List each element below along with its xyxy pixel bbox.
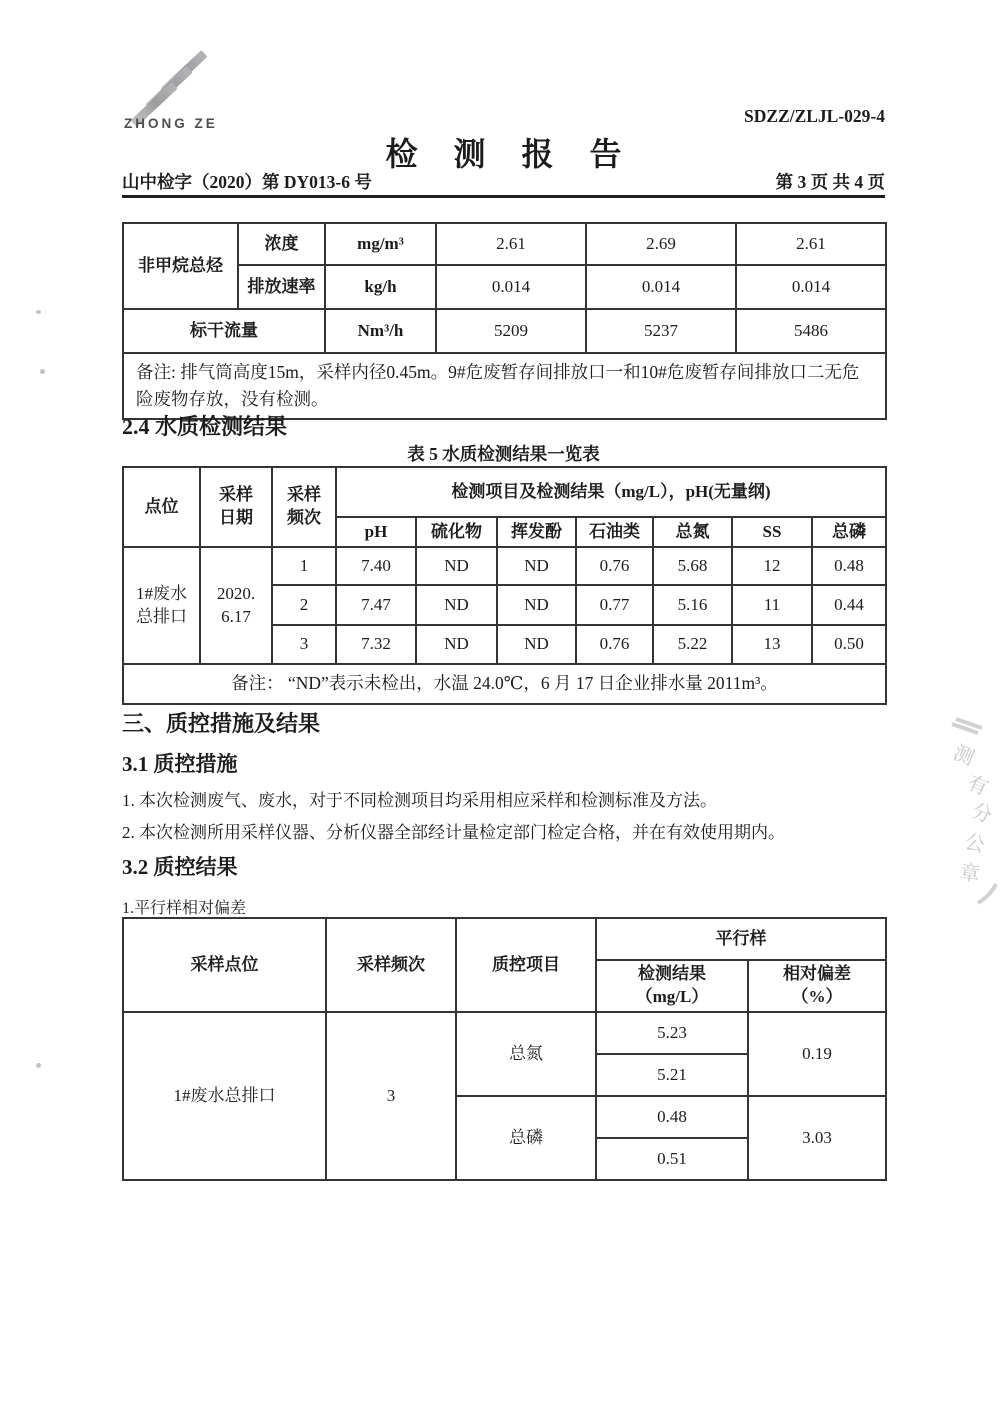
report-number: 山中检字（2020）第 DY013-6 号 [122,172,372,192]
value-cell: 0.50 [812,625,886,664]
unit-cell: mg/m³ [325,223,436,265]
value-cell: 5.68 [653,547,732,585]
water-quality-table [122,466,887,705]
value-cell: 0.014 [586,265,736,309]
qc-table-subtitle: 1.平行样相对偏差 [122,900,247,917]
section-heading-2-4: 2.4 水质检测结果 [122,414,288,439]
value-cell: ND [416,625,497,664]
value-cell: 0.76 [576,625,653,664]
param-header: 石油类 [576,517,653,547]
param-header: SS [732,517,812,547]
svg-text:有: 有 [963,771,992,801]
freq-cell: 1 [272,547,336,585]
group-header-results: 检测项目及检测结果（mg/L），pH(无量纲) [336,467,886,517]
value-cell: 13 [732,625,812,664]
col-header-sampling-frequency: 采样频次 [326,918,456,1012]
unit-cell: kg/h [325,265,436,309]
value-cell: 0.014 [436,265,586,309]
logo-text: ZHONG ZE [124,116,218,131]
report-title: 检测报告 [385,136,658,172]
value-cell: 2.61 [736,223,886,265]
freq-cell: 2 [272,585,336,625]
param-header: 总氮 [653,517,732,547]
col-header-deviation: 相对偏差 （%） [748,960,886,1012]
value-cell: 5486 [736,309,886,353]
value-cell: 5.22 [653,625,732,664]
result-cell: 0.48 [596,1096,748,1138]
value-cell: 2.61 [436,223,586,265]
qc-measure-item: 1. 本次检测废气、废水，对于不同检测项目均采用相应采样和检测标准及方法。 [122,791,717,810]
value-cell: 0.76 [576,547,653,585]
value-cell: ND [497,625,576,664]
param-header: 硫化物 [416,517,497,547]
qc-results-table [122,917,887,1181]
svg-text:测: 测 [950,741,978,770]
col-header-site: 点位 [123,467,200,547]
value-cell: 2.69 [586,223,736,265]
partial-seal-stamp [938,700,1000,912]
col-header-result: 检测结果 （mg/L） [596,960,748,1012]
svg-text:分: 分 [968,800,995,828]
table5-caption: 表 5 水质检测结果一览表 [407,444,600,464]
deviation-cell: 0.19 [748,1012,886,1096]
section-heading-3-1: 3.1 质控措施 [122,752,238,776]
freq-cell: 3 [326,1012,456,1180]
seal-arc-icon [938,700,1000,912]
pollutant-name-cell: 非甲烷总烃 [123,223,238,309]
scan-speck [36,310,41,314]
value-cell: 0.44 [812,585,886,625]
value-cell: 5209 [436,309,586,353]
col-header-frequency: 采样 频次 [272,467,336,547]
flow-label-cell: 标干流量 [123,309,325,353]
qc-measures-list [122,788,885,852]
parameter-label-cell: 浓度 [238,223,325,265]
value-cell: 12 [732,547,812,585]
value-cell: 0.48 [812,547,886,585]
value-cell: 5237 [586,309,736,353]
value-cell: 0.014 [736,265,886,309]
qc-item-cell: 总磷 [456,1096,596,1180]
gas-table-note: 备注: 排气筒高度15m，采样内径0.45m。9#危废暂存间排放口一和10#危废暂存间排放口二无危险废物存放，没有检测。 [123,353,886,419]
value-cell: 5.16 [653,585,732,625]
section-heading-3: 三、质控措施及结果 [122,711,321,736]
svg-text:章: 章 [958,861,982,887]
result-cell: 0.51 [596,1138,748,1180]
param-header: pH [336,517,416,547]
col-header-qc-item: 质控项目 [456,918,596,1012]
col-header-date: 采样 日期 [200,467,272,547]
value-cell: ND [497,585,576,625]
unit-cell: Nm³/h [325,309,436,353]
value-cell: 11 [732,585,812,625]
header-row [122,169,885,194]
page-indicator: 第 3 页 共 4 页 [775,172,885,192]
site-cell: 1#废水总排口 [123,1012,326,1180]
deviation-cell: 3.03 [748,1096,886,1180]
value-cell: 0.77 [576,585,653,625]
document-code: SDZZ/ZLJL-029-4 [744,106,885,126]
water-table-note: 备注： “ND”表示未检出，水温 24.0℃，6 月 17 日企业排水量 2011m³。 [123,664,886,704]
scan-speck [40,369,45,374]
value-cell: 7.47 [336,585,416,625]
date-cell: 2020. 6.17 [200,547,272,664]
parameter-label-cell: 排放速率 [238,265,325,309]
value-cell: 7.32 [336,625,416,664]
qc-item-cell: 总氮 [456,1012,596,1096]
scan-speck [36,1063,41,1068]
param-header: 总磷 [812,517,886,547]
param-header: 挥发酚 [497,517,576,547]
result-cell: 5.23 [596,1012,748,1054]
value-cell: ND [416,585,497,625]
value-cell: 7.40 [336,547,416,585]
value-cell: ND [416,547,497,585]
header-rule [122,195,885,198]
freq-cell: 3 [272,625,336,664]
result-cell: 5.21 [596,1054,748,1096]
svg-text:公: 公 [962,830,988,858]
col-header-sampling-site: 采样点位 [123,918,326,1012]
group-header-parallel-sample: 平行样 [596,918,886,960]
section-heading-3-2: 3.2 质控结果 [122,855,238,879]
site-cell: 1#废水 总排口 [123,547,200,664]
value-cell: ND [497,547,576,585]
gas-results-table [122,222,887,420]
qc-measure-item: 2. 本次检测所用采样仪器、分析仪器全部经计量检定部门检定合格，并在有效使用期内。 [122,823,785,842]
